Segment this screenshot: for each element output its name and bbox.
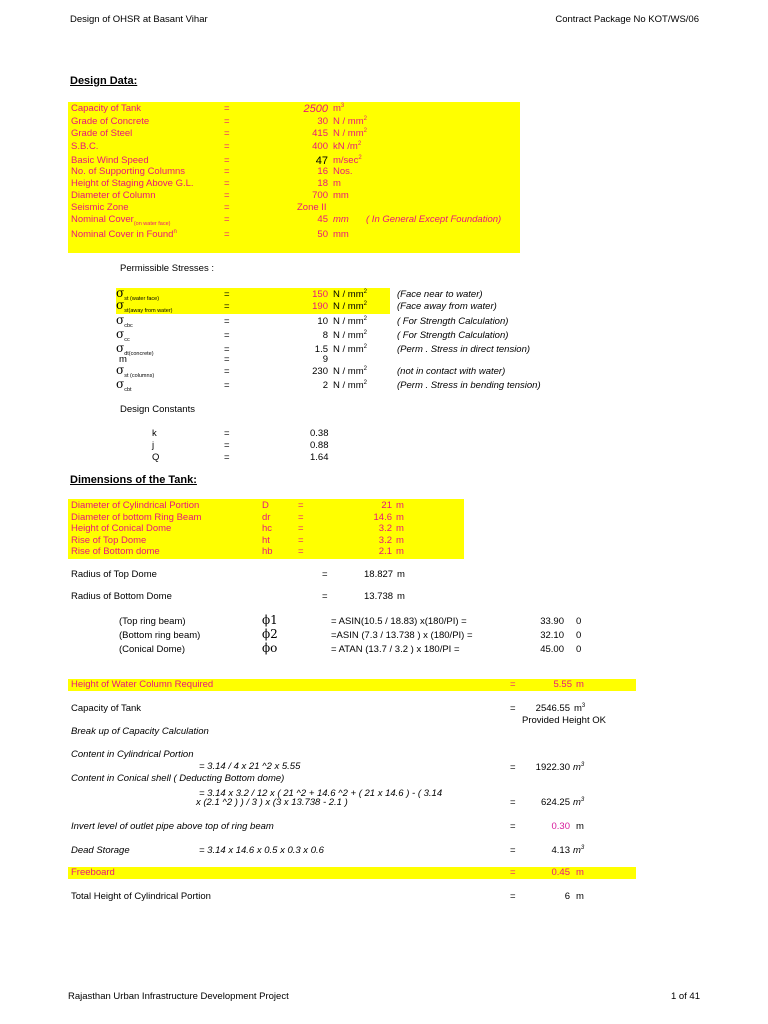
constant-eq: =	[224, 428, 230, 439]
design-data-unit-sup: 2	[363, 115, 367, 122]
stress-symbol	[116, 378, 132, 392]
design-data-unit-text: kN /m	[333, 141, 358, 152]
stress-eq: =	[224, 316, 230, 327]
design-data-label-text: Grade of Steel	[71, 128, 133, 139]
stress-note: (Perm . Stress in bending tension)	[397, 380, 541, 391]
dimension-eq: =	[298, 500, 304, 511]
design-data-unit	[333, 214, 349, 226]
dimension-value: 14.6	[373, 512, 392, 523]
cone-eq: =	[510, 797, 516, 808]
design-data-label-text: Capacity of Tank	[71, 103, 142, 114]
constant-label: Q	[152, 452, 160, 463]
design-data-value: 45	[317, 214, 328, 225]
design-data-value: 2500	[303, 103, 328, 115]
stress-eq: =	[224, 366, 230, 377]
stress-subscript: dt(concrete)	[124, 350, 154, 357]
stress-note: ( For Strength Calculation)	[397, 330, 509, 341]
stress-subscript: st (water face)	[124, 295, 160, 302]
dead-storage-unit: $m^3$	[573, 844, 585, 856]
total-height-unit: m	[576, 891, 584, 902]
dead-storage-formula: = 3.14 x 14.6 x 0.5 x 0.3 x 0.6	[199, 845, 324, 856]
stress-subscript: cbt	[124, 386, 132, 393]
design-data-unit-text: mm	[333, 190, 349, 201]
design-data-eq: =	[224, 178, 230, 189]
dimension-eq: =	[298, 535, 304, 546]
angle-value: 32.10	[540, 630, 564, 641]
design-data-label	[71, 229, 177, 241]
design-data-note: ( In General Except Foundation)	[366, 214, 502, 225]
total-height-value: 6	[564, 891, 570, 902]
design-data-eq: =	[224, 141, 230, 152]
stress-symbol	[116, 299, 173, 313]
design-data-eq: =	[224, 155, 230, 166]
design-data-label	[71, 128, 132, 140]
design-data-label-text: Grade of Concrete	[71, 116, 150, 127]
design-data-unit	[333, 141, 361, 153]
design-data-unit-text: Nos.	[333, 166, 353, 177]
freeboard-label: Freeboard	[71, 867, 115, 878]
cylinder-formula: = 3.14 / 4 x 21 ^2 x 5.55	[199, 761, 301, 772]
dead-storage-label: Dead Storage	[71, 845, 130, 856]
stress-note: (Face near to water)	[397, 289, 483, 300]
design-data-label-text: Seismic Zone	[71, 202, 129, 213]
sigma-symbol: σ	[116, 298, 125, 312]
design-data-unit-text: mm	[333, 214, 349, 225]
stress-unit-sup: 2	[363, 329, 367, 336]
angle-formula: =ASIN (7.3 / 13.738 ) x (180/PI) =	[331, 630, 473, 641]
design-data-value: 415	[312, 128, 328, 139]
stress-symbol	[116, 364, 154, 378]
design-data-unit-text: mm	[333, 229, 349, 240]
design-data-value: 400	[312, 141, 328, 152]
dimension-eq: =	[298, 512, 304, 523]
design-data-unit-sup: 2	[357, 140, 362, 147]
invert-eq: =	[510, 821, 516, 832]
radius-eq: =	[322, 569, 328, 580]
cone-title: Content in Conical shell ( Deducting Bottom dome)	[71, 773, 285, 784]
angle-unit: 0	[576, 644, 582, 655]
design-data-unit-text: m	[333, 103, 341, 114]
stress-subscript: st (columns)	[124, 372, 155, 379]
constant-eq: =	[224, 452, 230, 463]
design-data-value: Zone II	[297, 202, 327, 213]
stress-note: ( For Strength Calculation)	[397, 316, 509, 327]
radius-value: 18.827	[364, 569, 394, 580]
design-data-label-text: No. of Supporting Columns	[71, 166, 186, 177]
sigma-symbol: σ	[116, 286, 125, 300]
dimension-label: Diameter of Cylindrical Portion	[71, 500, 200, 511]
invert-unit: m	[576, 821, 584, 832]
stress-value: 150	[312, 289, 328, 300]
stress-unit	[333, 330, 367, 342]
stress-value: 8	[322, 330, 328, 341]
design-data-label	[71, 202, 129, 214]
dimension-symbol: ht	[262, 535, 270, 546]
design-data-value: 700	[312, 190, 328, 201]
design-data-label	[71, 141, 98, 153]
angle-label: (Bottom ring beam)	[119, 630, 201, 641]
stress-unit-sup: 2	[363, 365, 367, 372]
stress-eq: =	[224, 289, 230, 300]
sigma-symbol: σ	[116, 327, 125, 341]
dimension-symbol: dr	[262, 512, 271, 523]
design-data-unit-sup: 2	[363, 127, 367, 134]
stress-unit-text: N / mm	[333, 301, 364, 312]
dimension-unit: m	[396, 512, 404, 523]
constant-value: 0.38	[310, 428, 329, 439]
stress-value: 2	[322, 380, 328, 391]
dimension-eq: =	[298, 546, 304, 557]
dimensions-title: Dimensions of the Tank:	[70, 474, 197, 486]
footer-right: 1 of 41	[670, 991, 700, 1002]
stress-unit	[333, 344, 367, 356]
height-required-value: 5.55	[553, 679, 572, 690]
angle-symbol: ϕo	[262, 641, 278, 655]
height-required-eq: =	[510, 679, 516, 690]
design-data-unit-sup: 3	[340, 102, 345, 109]
constant-label: j	[152, 440, 155, 451]
design-data-label-sub: (on water face)	[133, 220, 171, 227]
angle-symbol: ϕ1	[262, 613, 278, 627]
freeboard-unit: m	[576, 867, 584, 878]
design-data-label-text: S.B.C.	[71, 141, 99, 152]
invert-value: 0.30	[551, 821, 570, 832]
design-data-label-text: Basic Wind Speed	[71, 155, 149, 166]
stress-eq: =	[224, 330, 230, 341]
angle-formula: = ATAN (13.7 / 3.2 ) x 180/PI =	[331, 644, 460, 655]
constant-label: k	[152, 428, 157, 439]
stress-value: 190	[312, 301, 328, 312]
dimension-symbol: hc	[262, 523, 273, 534]
cone-formula-2: x (2.1 ^2 ) ) / 3 ) x (3 x 13.738 - 2.1 )	[196, 797, 348, 808]
dimension-eq: =	[298, 523, 304, 534]
design-data-label	[71, 116, 149, 128]
dimension-label: Diameter of bottom Ring Beam	[71, 512, 202, 523]
height-required-label: Height of Water Column Required	[71, 679, 214, 690]
design-data-value: 47	[315, 155, 328, 167]
design-data-label	[71, 103, 141, 115]
freeboard-value: 0.45	[551, 867, 570, 878]
angle-label: (Top ring beam)	[119, 616, 186, 627]
radius-value: 13.738	[364, 591, 394, 602]
design-data-label-text: Nominal Cover	[71, 214, 134, 225]
design-data-unit	[333, 116, 367, 128]
cylinder-eq: =	[510, 762, 516, 773]
design-data-unit	[333, 229, 349, 241]
design-data-value: 16	[317, 166, 328, 177]
dimension-value: 3.2	[378, 523, 392, 534]
design-data-unit	[333, 166, 353, 178]
sigma-symbol: σ	[116, 363, 125, 377]
design-data-eq: =	[224, 128, 230, 139]
stress-unit-sup: 2	[363, 343, 367, 350]
dimension-unit: m	[396, 546, 404, 557]
stress-subscript: cbc	[124, 322, 133, 329]
design-data-eq: =	[224, 214, 230, 225]
dimension-value: 21	[381, 500, 392, 511]
radius-unit: m	[397, 569, 405, 580]
stress-unit	[333, 301, 367, 313]
capacity-tank-value: 2546.55	[535, 703, 570, 714]
stress-note: (not in contact with water)	[397, 366, 506, 377]
angle-symbol: ϕ2	[262, 627, 278, 641]
stress-symbol: m	[119, 354, 127, 365]
capacity-tank-eq: =	[510, 703, 516, 714]
design-data-eq: =	[224, 103, 230, 114]
constant-value: 0.88	[310, 440, 329, 451]
stress-eq: =	[224, 344, 230, 355]
stress-note: (Perm . Stress in direct tension)	[397, 344, 531, 355]
radius-eq: =	[322, 591, 328, 602]
constant-value: 1.64	[310, 452, 329, 463]
permissible-title: Permissible Stresses :	[120, 263, 214, 274]
design-data-unit-sup: 2	[358, 154, 362, 161]
design-data-eq: =	[224, 202, 230, 213]
stress-unit-text: N / mm	[333, 366, 364, 377]
stress-unit-sup: 2	[363, 300, 367, 307]
angle-label: (Conical Dome)	[119, 644, 185, 655]
design-data-unit	[333, 103, 344, 115]
dimension-label: Rise of Bottom dome	[71, 546, 160, 557]
dimension-label: Rise of Top Dome	[71, 535, 147, 546]
header-left: Design of OHSR at Basant Vihar	[70, 14, 208, 25]
height-required-unit: m	[576, 679, 584, 690]
design-data-label	[71, 190, 155, 202]
header-right: Contract Package No KOT/WS/06	[555, 14, 699, 25]
stress-value: 230	[312, 366, 328, 377]
stress-unit-sup: 2	[363, 288, 367, 295]
constant-eq: =	[224, 440, 230, 451]
capacity-tank-label: Capacity of Tank	[71, 703, 142, 714]
design-data-label	[71, 214, 171, 226]
stress-unit-text: N / mm	[333, 344, 364, 355]
design-data-label	[71, 166, 185, 178]
capacity-tank-unit: $m^3$	[574, 702, 586, 714]
stress-unit-sup: 2	[363, 315, 367, 322]
design-data-title: Design Data:	[70, 75, 138, 87]
stress-subscript: st(away from water)	[124, 307, 173, 314]
angle-unit: 0	[576, 630, 582, 641]
design-data-unit	[333, 178, 341, 190]
stress-unit	[333, 289, 367, 301]
breakup-title: Break up of Capacity Calculation	[71, 726, 209, 737]
cone-value: 624.25	[540, 797, 570, 808]
design-data-label-sup: n	[173, 228, 177, 235]
design-data-label-text: Diameter of Column	[71, 190, 156, 201]
stress-unit-text: N / mm	[333, 330, 364, 341]
dimension-value: 3.2	[378, 535, 392, 546]
dimension-symbol: D	[262, 500, 269, 511]
design-data-eq: =	[224, 229, 230, 240]
design-data-eq: =	[224, 116, 230, 127]
sigma-symbol: σ	[116, 313, 125, 327]
stress-unit-text: N / mm	[333, 289, 364, 300]
dimension-unit: m	[396, 500, 404, 511]
stress-symbol	[116, 328, 130, 342]
design-data-label	[71, 178, 194, 190]
design-data-unit	[333, 190, 349, 202]
dimension-label: Height of Conical Dome	[71, 523, 172, 534]
stress-unit	[333, 366, 367, 378]
total-height-eq: =	[510, 891, 516, 902]
cone-unit: $m^3$	[573, 796, 585, 808]
stress-value: 1.5	[314, 344, 328, 355]
design-data-eq: =	[224, 190, 230, 201]
stress-unit	[333, 380, 367, 392]
stress-eq: =	[224, 380, 230, 391]
cylinder-unit: $m^3$	[573, 761, 585, 773]
dimension-value: 2.1	[378, 546, 392, 557]
radius-label: Radius of Top Dome	[71, 569, 157, 580]
freeboard-eq: =	[510, 867, 516, 878]
dead-storage-eq: =	[510, 845, 516, 856]
design-data-label-text: Height of Staging Above G.L.	[71, 178, 194, 189]
stress-subscript: cc	[124, 336, 130, 343]
radius-label: Radius of Bottom Dome	[71, 591, 172, 602]
design-data-label-text: Nominal Cover in Found	[71, 229, 174, 240]
stress-eq: =	[224, 301, 230, 312]
stress-unit-text: N / mm	[333, 316, 364, 327]
footer-left: Rajasthan Urban Infrastructure Development Project	[68, 991, 289, 1002]
stress-value: 10	[317, 316, 328, 327]
stress-unit-text: N / mm	[333, 380, 364, 391]
design-data-unit-text: N / mm	[333, 128, 364, 139]
cylinder-title: Content in Cylindrical Portion	[71, 749, 194, 760]
design-data-value: 30	[317, 116, 328, 127]
design-data-unit	[333, 128, 367, 140]
provided-height-ok: Provided Height OK	[522, 715, 606, 726]
stress-note: (Face away from water)	[397, 301, 497, 312]
design-data-value: 50	[317, 229, 328, 240]
angle-value: 33.90	[540, 616, 564, 627]
design-data-unit-text: m	[333, 178, 341, 189]
dimension-symbol: hb	[262, 546, 273, 557]
dead-storage-value: 4.13	[551, 845, 570, 856]
design-data-unit-text: m/sec	[333, 155, 359, 166]
angle-formula: = ASIN(10.5 / 18.83) x(180/PI) =	[331, 616, 467, 627]
dimension-unit: m	[396, 535, 404, 546]
angle-value: 45.00	[540, 644, 564, 655]
design-data-eq: =	[224, 166, 230, 177]
invert-label: Invert level of outlet pipe above top of ring beam	[71, 821, 274, 832]
stress-eq: =	[224, 354, 230, 365]
cylinder-value: 1922.30	[535, 762, 570, 773]
cone-formula-1: = 3.14 x 3.2 / 12 x ( 21 ^2 + 14.6 ^2 + ( 21 x 14.6 ) - ( 3.14	[199, 788, 443, 799]
total-height-label: Total Height of Cylindrical Portion	[71, 891, 211, 902]
stress-unit-sup: 2	[363, 379, 367, 386]
angle-unit: 0	[576, 616, 582, 627]
sigma-symbol: σ	[116, 341, 125, 355]
sigma-symbol: σ	[116, 377, 125, 391]
radius-unit: m	[397, 591, 405, 602]
stress-value: 9	[322, 354, 328, 365]
design-data-unit-text: N / mm	[333, 116, 364, 127]
constants-title: Design Constants	[120, 404, 195, 415]
design-data-value: 18	[317, 178, 328, 189]
dimension-unit: m	[396, 523, 404, 534]
stress-symbol	[116, 314, 133, 328]
stress-unit	[333, 316, 367, 328]
